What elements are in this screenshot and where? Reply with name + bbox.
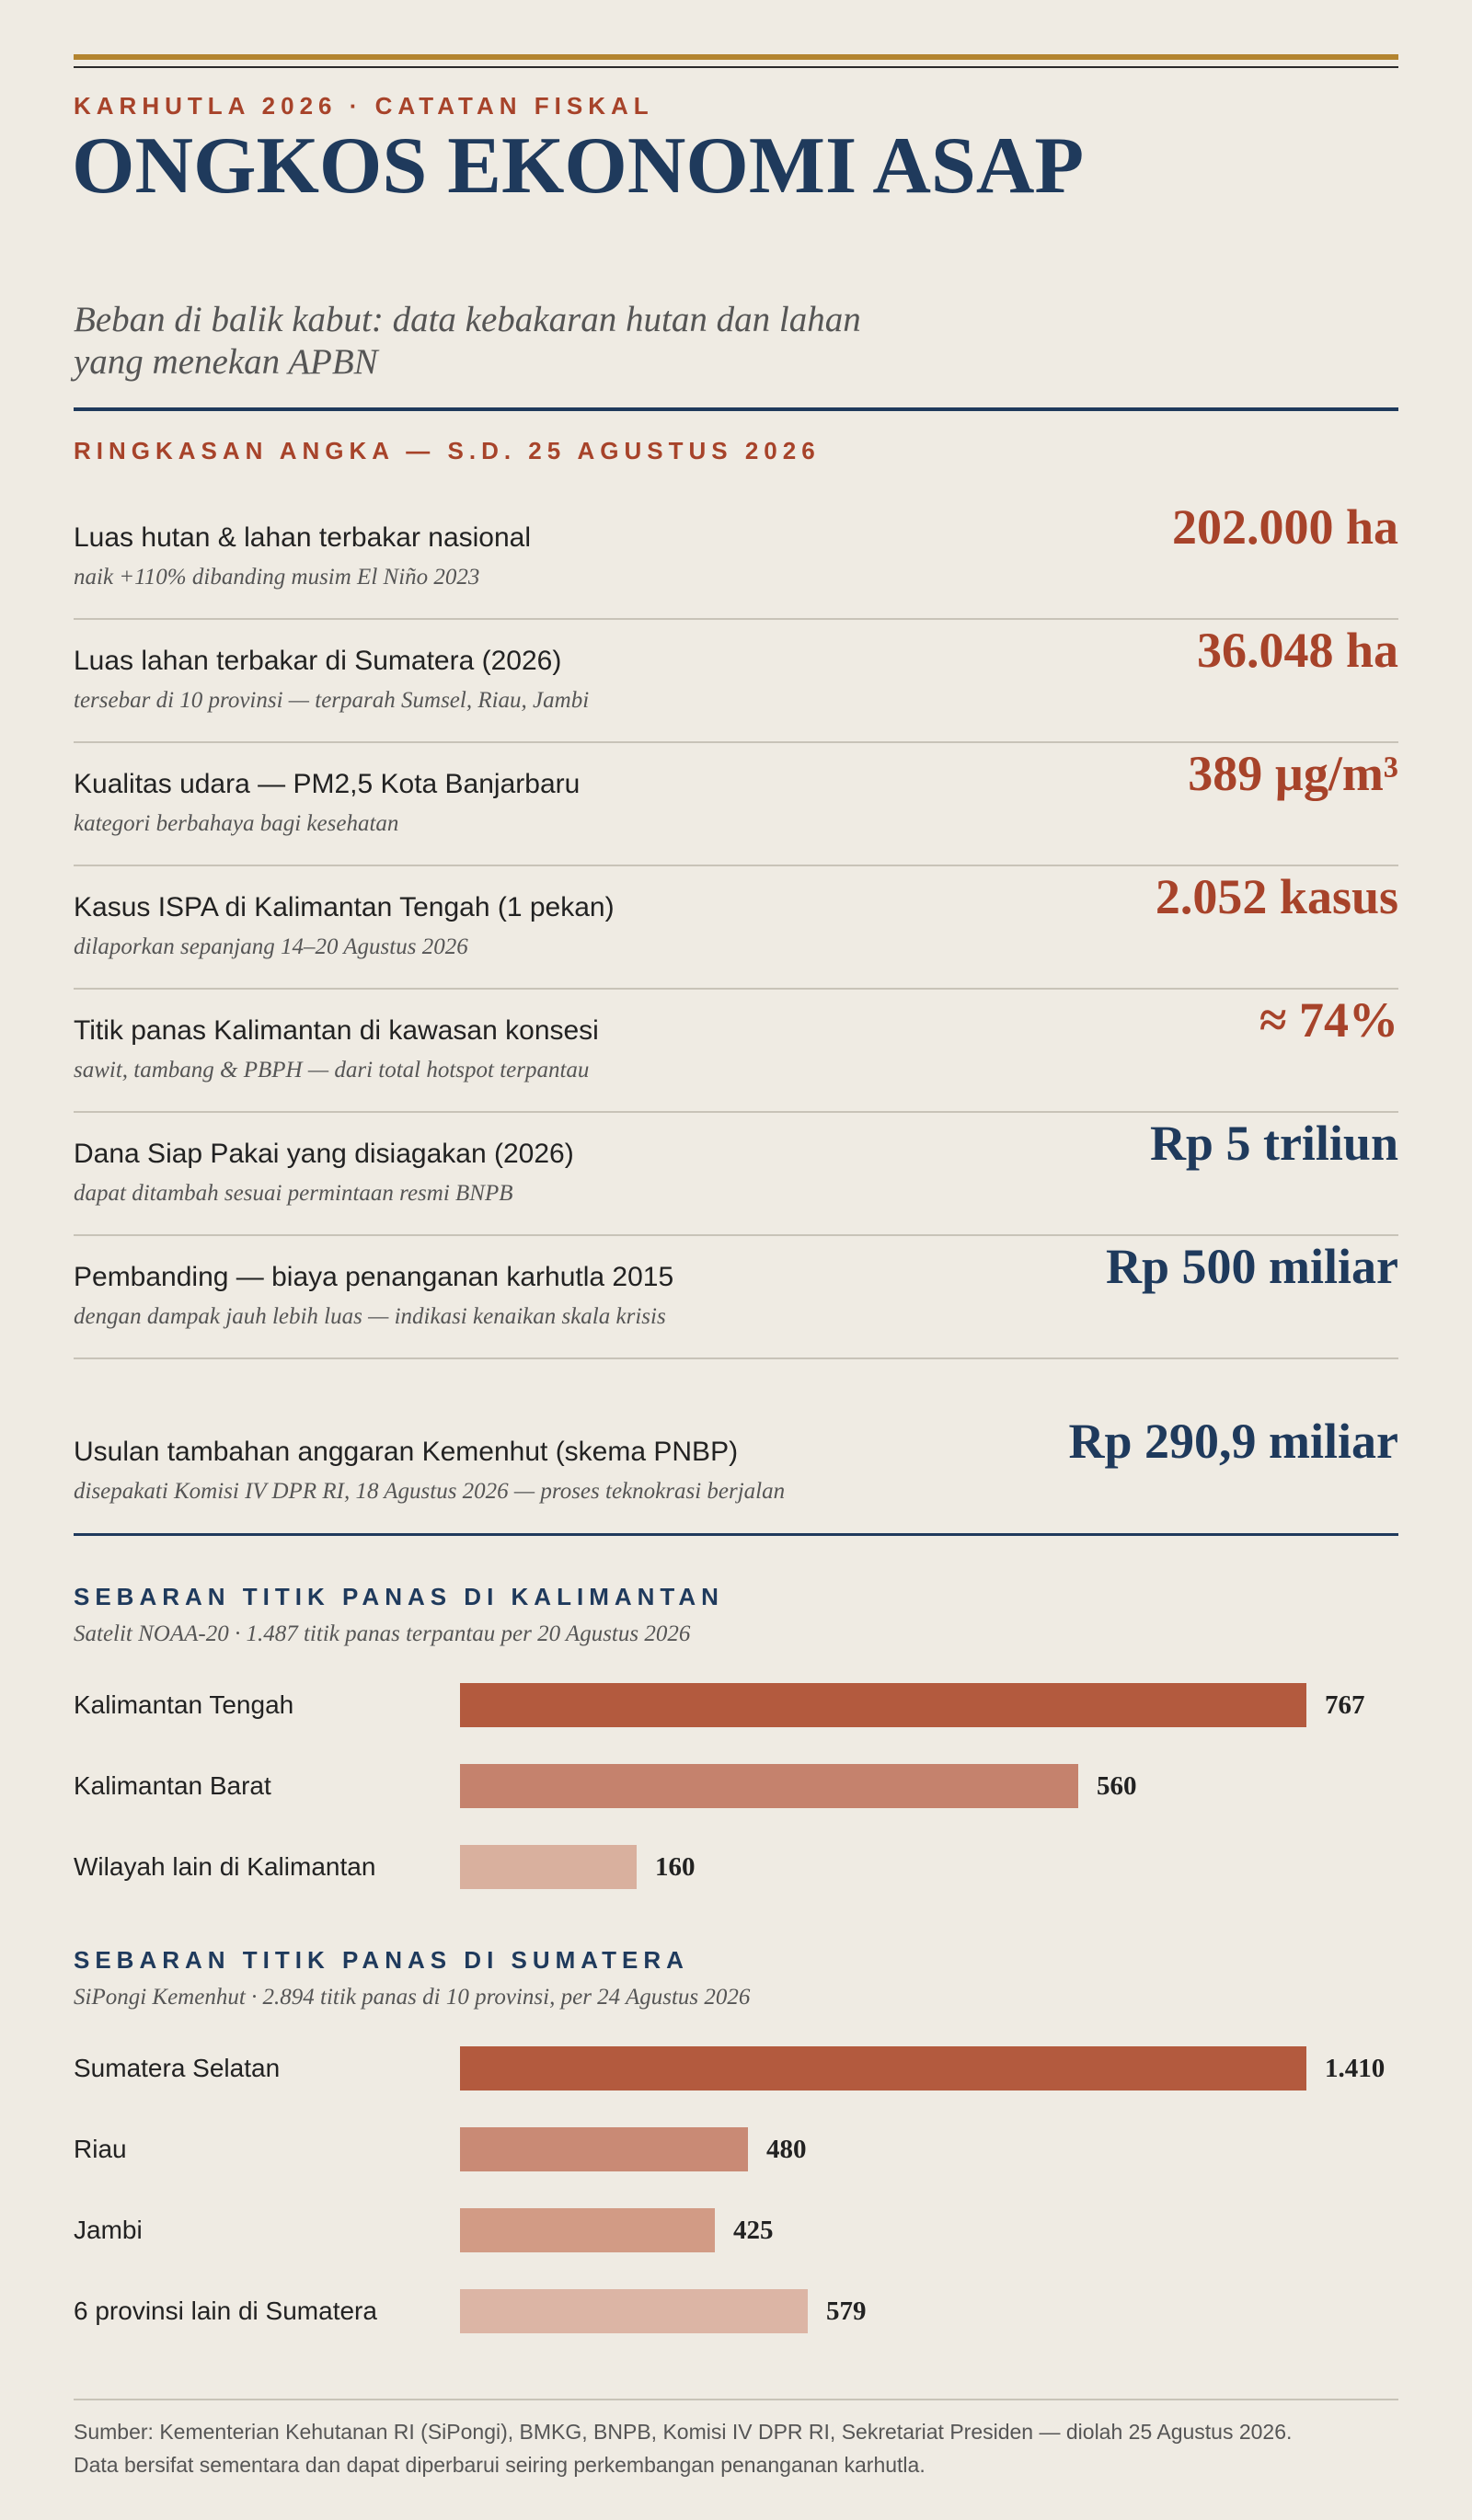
bar-value-label: 579 [826, 2297, 867, 2326]
summary-note: disepakati Komisi IV DPR RI, 18 Agustus 2026 — proses teknokrasi berjalan [74, 1479, 786, 1504]
bar [460, 2127, 748, 2171]
summary-highlight-row [74, 1409, 1398, 1536]
summary-row [74, 618, 1398, 743]
summary-note: dengan dampak jauh lebih luas — indikasi kenaikan skala krisis [74, 1304, 666, 1329]
summary-label: Dana Siap Pakai yang disiagakan (2026) [74, 1139, 574, 1169]
top-gold-rule [74, 54, 1398, 60]
summary-row [74, 1111, 1398, 1236]
summary-value: ≈ 74% [1259, 992, 1398, 1048]
summary-note: kategori berbahaya bagi kesehatan [74, 811, 399, 836]
kalimantan-chart-title: SEBARAN TITIK PANAS DI KALIMANTAN [74, 1583, 724, 1610]
bar-category-label: Kalimantan Barat [74, 1771, 271, 1800]
summary-row [74, 988, 1398, 1113]
footer-source: Sumber: Kementerian Kehutanan RI (SiPongi), BMKG, BNPB, Komisi IV DPR RI, Sekretariat Presiden — diolah 25 Agustus 2026. [74, 2420, 1293, 2444]
summary-value: 2.052 kasus [1155, 869, 1398, 924]
summary-value: Rp 5 triliun [1149, 1116, 1398, 1171]
summary-value: Rp 290,9 miliar [1068, 1414, 1398, 1469]
bar [460, 2046, 1306, 2090]
bar-value-label: 425 [733, 2216, 774, 2245]
bar [460, 1845, 637, 1889]
bar-row [74, 2127, 1398, 2171]
bar-row [74, 2289, 1398, 2333]
summary-note: sawit, tambang & PBPH — dari total hotspot terpantau [74, 1058, 590, 1082]
bar-value-label: 1.410 [1325, 2054, 1386, 2083]
bar-category-label: 6 provinsi lain di Sumatera [74, 2297, 377, 2325]
page-title: ONGKOS EKONOMI ASAP [72, 121, 1085, 211]
kalimantan-chart-subtitle: Satelit NOAA-20 · 1.487 titik panas terpantau per 20 Agustus 2026 [74, 1621, 691, 1646]
footer-divider [74, 2399, 1398, 2400]
bar [460, 1764, 1078, 1808]
summary-note: dapat ditambah sesuai permintaan resmi BNPB [74, 1181, 513, 1206]
header-divider [74, 407, 1398, 411]
summary-row [74, 1234, 1398, 1359]
bar [460, 2208, 715, 2252]
summary-value: Rp 500 miliar [1106, 1239, 1398, 1294]
summary-note: naik +110% dibanding musim El Niño 2023 [74, 565, 480, 590]
bar-value-label: 160 [655, 1852, 696, 1882]
summary-note: dilaporkan sepanjang 14–20 Agustus 2026 [74, 934, 468, 959]
footer-disclaimer: Data bersifat sementara dan dapat diperbarui seiring perkembangan penanganan karhutla. [74, 2453, 926, 2477]
bar-row [74, 2208, 1398, 2252]
bar-row [74, 2046, 1398, 2090]
summary-value: 36.048 ha [1196, 623, 1398, 678]
top-dark-rule [74, 66, 1398, 68]
summary-value: 202.000 ha [1171, 499, 1398, 555]
bar-value-label: 480 [766, 2135, 807, 2164]
bar-category-label: Jambi [74, 2216, 143, 2244]
summary-label: Usulan tambahan anggaran Kemenhut (skema PNBP) [74, 1437, 739, 1467]
summary-label: Luas hutan & lahan terbakar nasional [74, 522, 532, 553]
summary-note: tersebar di 10 provinsi — terparah Sumsel, Riau, Jambi [74, 688, 590, 713]
sumatera-chart-subtitle: SiPongi Kemenhut · 2.894 titik panas di 10 provinsi, per 24 Agustus 2026 [74, 1985, 751, 2010]
summary-row [74, 741, 1398, 866]
bar [460, 1683, 1306, 1727]
bar-category-label: Sumatera Selatan [74, 2054, 281, 2082]
bar-value-label: 560 [1097, 1771, 1137, 1801]
sumatera-chart-title: SEBARAN TITIK PANAS DI SUMATERA [74, 1946, 689, 1974]
summary-label: Pembanding — biaya penanganan karhutla 2015 [74, 1262, 674, 1292]
bar-row [74, 1764, 1398, 1808]
summary-label: Titik panas Kalimantan di kawasan konsesi [74, 1015, 599, 1046]
bar [460, 2289, 808, 2333]
summary-label: Luas lahan terbakar di Sumatera (2026) [74, 646, 562, 676]
summary-section-label: RINGKASAN ANGKA — S.D. 25 AGUSTUS 2026 [74, 437, 821, 464]
page-subtitle: Beban di balik kabut: data kebakaran hutan dan lahan yang menekan APBN [74, 300, 861, 382]
bar-value-label: 767 [1325, 1690, 1365, 1720]
summary-row [74, 865, 1398, 990]
summary-row [74, 495, 1398, 620]
bar-row [74, 1845, 1398, 1889]
bar-row [74, 1683, 1398, 1727]
bar-category-label: Kalimantan Tengah [74, 1690, 294, 1719]
bar-category-label: Riau [74, 2135, 127, 2163]
bar-category-label: Wilayah lain di Kalimantan [74, 1852, 376, 1881]
kicker: KARHUTLA 2026 · CATATAN FISKAL [74, 92, 654, 120]
summary-value: 389 µg/m³ [1188, 746, 1398, 801]
summary-label: Kualitas udara — PM2,5 Kota Banjarbaru [74, 769, 581, 799]
summary-label: Kasus ISPA di Kalimantan Tengah (1 pekan) [74, 892, 615, 922]
